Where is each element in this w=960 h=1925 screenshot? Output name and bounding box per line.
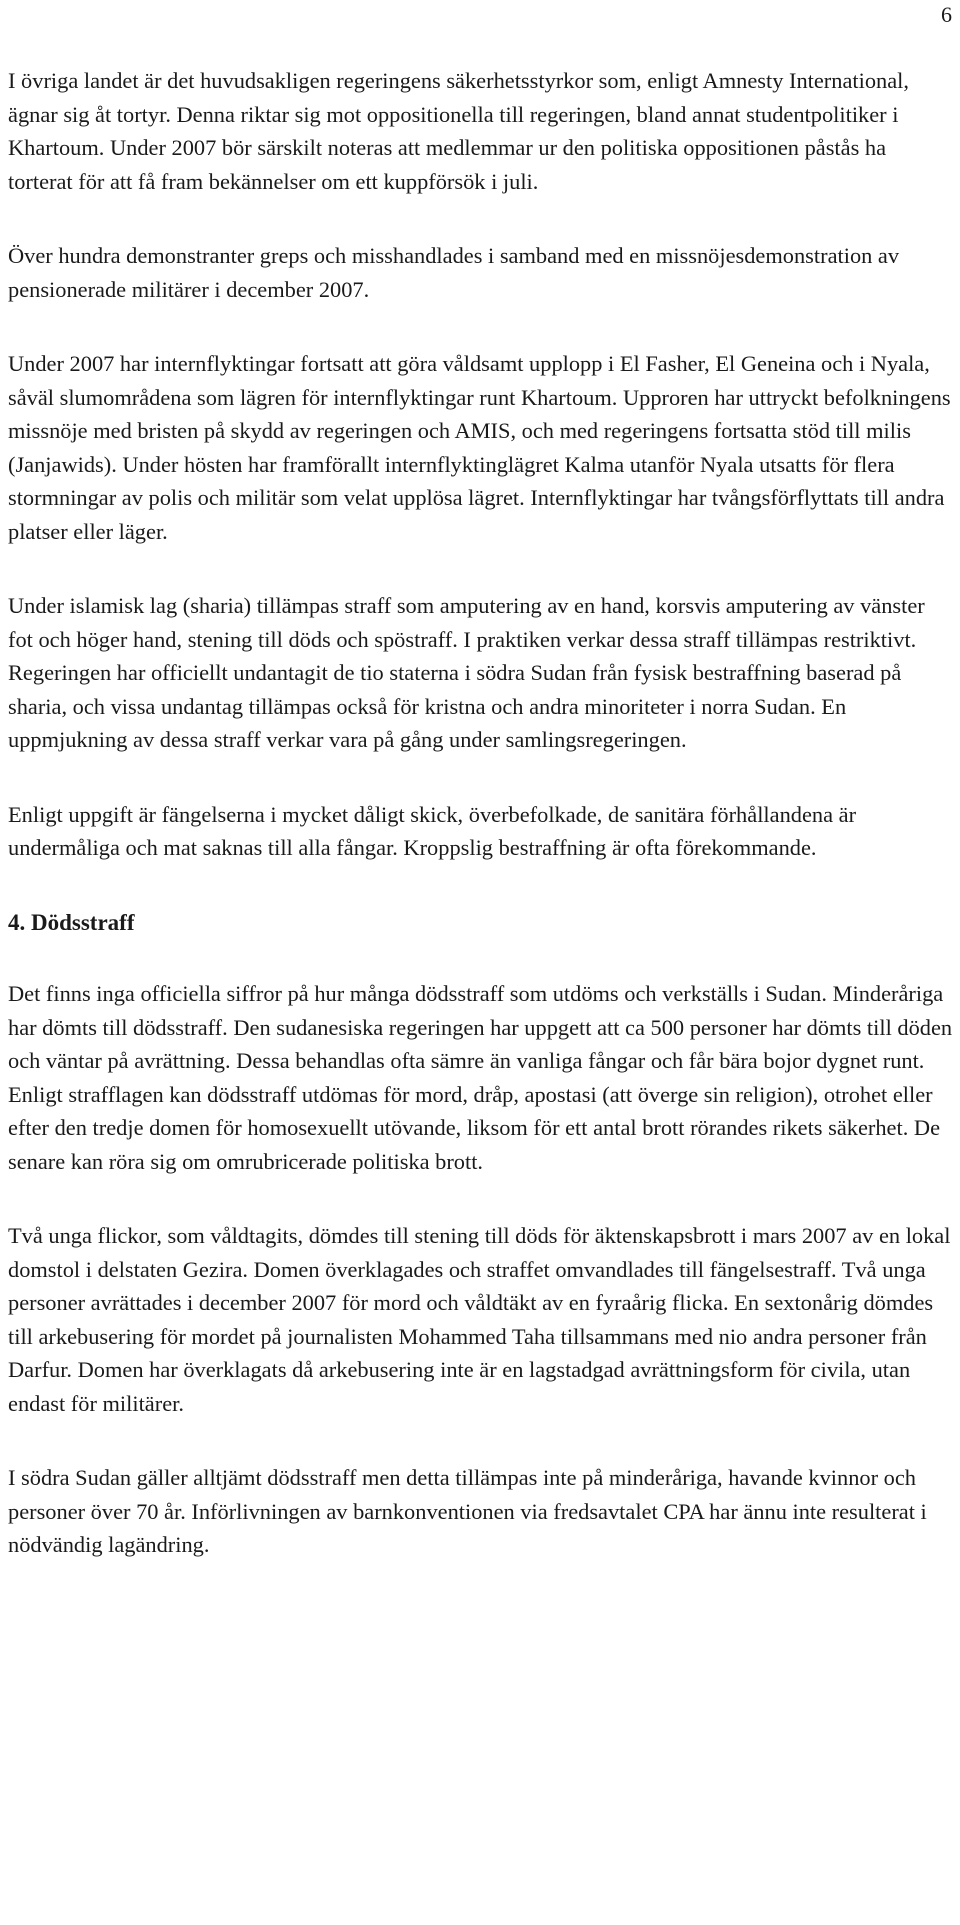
document-body [8,64,953,1603]
section-heading-death-penalty: 4. Dödsstraff [8,909,135,935]
page-number: 6 [941,2,952,27]
paragraph-death-sentences: Det finns inga officiella siffror på hur många dödsstraff som utdöms och verkställs i Sudan. Minderåriga har dömts till dödsstraff. Den sudanesiska regeringen har uppgett att ca 500 personer har dömts till döden och väntar på avrättning. Dessa behandlas ofta sämre än vanliga fångar och får bära bojor dygnet runt. Enligt strafflagen kan dödsstraff utdömas för mord, dråp, apostasi (att överge sin religion), otrohet eller efter den tredje domen för homosexuellt utövande, liksom för ett antal brott rörandes rikets säkerhet. De senare kan röra sig om omrubricerade politiska brott. [8,981,953,1174]
paragraph-demonstrators: Över hundra demonstranter greps och misshandlades i samband med en missnöjesdemonstration av pensionerade militärer i december 2007. [8,243,900,302]
paragraph-torture: I övriga landet är det huvudsakligen regeringens säkerhetsstyrkor som, enligt Amnesty International, ägnar sig åt tortyr. Denna riktar sig mot oppositionella till regeringen, bland annat studentpolitiker i Khartoum. Under 2007 bör särskilt noteras att medlemmar ur den politiska oppositionen påstås ha torterat för att få fram bekännelser om ett kuppförsök i juli. [8,68,909,194]
paragraph-prison-conditions: Enligt uppgift är fängelserna i mycket dåligt skick, överbefolkade, de sanitära förhållandena är undermåliga och mat saknas till alla fångar. Kroppslig bestraffning är ofta förekommande. [8,801,857,860]
paragraph-internally-displaced: Under 2007 har internflyktingar fortsatt att göra våldsamt upplopp i El Fasher, El Geneina och i Nyala, såväl slumområdena som lägren för internflyktingar runt Khartoum. Upproren har uttryckt befolkningens missnöje med bristen på skydd av regeringen och AMIS, och med regeringens fortsatta stöd till milis (Janjawids). Under hösten har framförallt internflyktinglägret Kalma utanför Nyala utsatts för flera stormningar av polis och militär som velat upplösa lägret. Internflyktingar har tvångsförflyttats till andra platser eller läger. [8,351,951,544]
paragraph-stoning-cases: Två unga flickor, som våldtagits, dömdes till stening till döds för äktenskapsbrott i mars 2007 av en lokal domstol i delstaten Gezira. Domen överklagades och straffet omvandlades till fängelsestraff. Två unga personer avrättades i december 2007 för mord och våldtäkt av en fyraårig flicka. En sextonårig dömdes till arkebusering för mordet på journalisten Mohammed Taha tillsammans med nio andra personer från Darfur. Domen har överklagats då arkebusering inte är en lagstadgad avrättningsform för civila, utan endast för militärer. [8,1223,951,1416]
paragraph-sharia-punishments: Under islamisk lag (sharia) tillämpas straff som amputering av en hand, korsvis amputering av vänster fot och höger hand, stening till döds och spöstraff. I praktiken verkar dessa straff tillämpas restriktivt. Regeringen har officiellt undantagit de tio staterna i södra Sudan från fysisk bestraffning baserad på sharia, och vissa undantag tillämpas också för kristna och andra minoriteter i norra Sudan. En uppmjukning av dessa straff verkar vara på gång under samlingsregeringen. [8,593,925,752]
paragraph-south-sudan: I södra Sudan gäller alltjämt dödsstraff men detta tillämpas inte på minderåriga, havande kvinnor och personer över 70 år. Införlivningen av barnkonventionen via fredsavtalet CPA har ännu inte resulterat i nödvändig lagändring. [8,1465,927,1557]
